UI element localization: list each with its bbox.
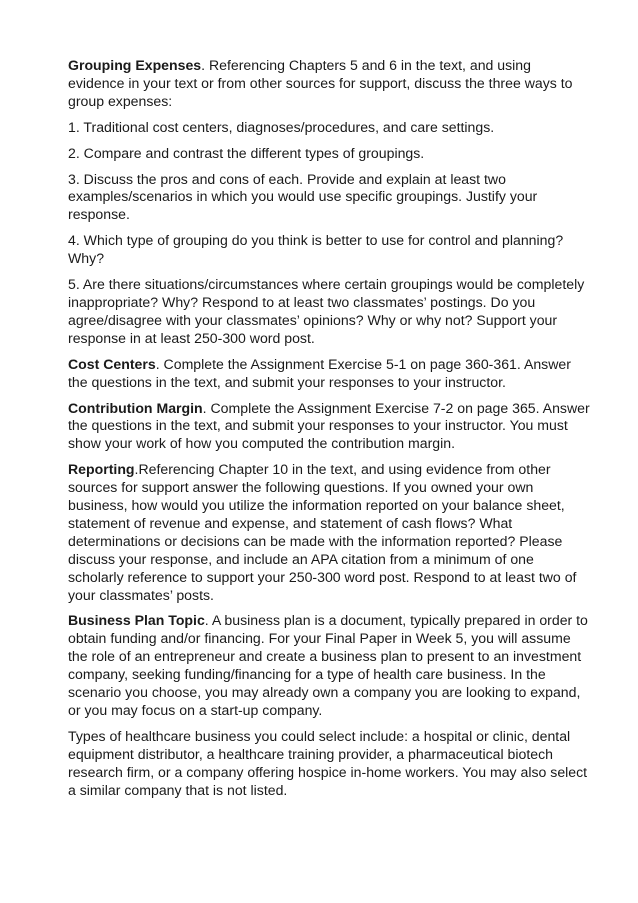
paragraph-heading: Cost Centers [68, 355, 156, 372]
paragraph-item-4 [68, 232, 590, 268]
paragraph-heading: Reporting [68, 461, 135, 478]
paragraph-reporting [68, 461, 590, 604]
paragraph-contribution-margin [68, 400, 590, 454]
paragraph-text: 1. Traditional cost centers, diagnoses/procedures, and care settings. [68, 118, 495, 135]
paragraph-cost-centers [68, 356, 590, 392]
paragraph-heading: Grouping Expenses [68, 57, 202, 73]
paragraph-text: . Complete the Assignment Exercise 5-1 on page 360-361. Answer the questions in the text, and submit your responses to your instructor. [68, 355, 571, 390]
paragraph-text: . Complete the Assignment Exercise 7-2 on page 365. Answer the questions in the text, and submit your responses to your instructor. You must show your work of how you computed the contribution margin. [68, 399, 590, 452]
paragraph-text: .Referencing Chapter 10 in the text, and using evidence from other sources for support answer the following questions. If you owned your own business, how would you utilize the information reported on your balance sheet, statement of revenue and expense, and statement of cash flows? What determinations or decisions can be made with the information reported? Please discuss your response, and include an APA citation from a minimum of one scholarly reference to support your 250-300 word post. Respond to at least two of your classmates’ posts. [68, 461, 577, 603]
paragraph-text: . Referencing Chapters 5 and 6 in the text, and using evidence in your text or from other sources for support, discuss the three ways to group expenses: [68, 57, 573, 109]
paragraph-business-types [68, 728, 590, 800]
paragraph-text: 5. Are there situations/circumstances where certain groupings would be completely inappropriate? Why? Respond to at least two classmates’ postings. Do you agree/disagree with your classmates’ opinions? Why or why not? Support your response in at least 250-300 word post. [68, 276, 585, 346]
paragraph-heading: Contribution Margin [68, 399, 203, 416]
paragraph-text: Types of healthcare business you could select include: a hospital or clinic, dental equipment distributor, a healthcare training provider, a pharmaceutical biotech research firm, or a company offering hospice in-home workers. You may also select a similar company that is not listed. [68, 727, 588, 798]
paragraph-text: 4. Which type of grouping do you think is better to use for control and planning? Why? [68, 232, 564, 267]
paragraph-text: . A business plan is a document, typically prepared in order to obtain funding and/or financing. For your Final Paper in Week 5, you will assume the role of an entrepreneur and create a business plan to present to an investment company, seeking funding/financing for a type of health care business. In the scenario you choose, you may already own a company you are looking to expand, or you may focus on a start-up company. [68, 612, 588, 718]
paragraph-item-5 [68, 276, 590, 348]
paragraph-business-plan-topic [68, 612, 590, 719]
paragraph-item-1 [68, 119, 590, 137]
paragraph-item-3 [68, 171, 590, 225]
paragraph-text: 2. Compare and contrast the different types of groupings. [68, 144, 425, 161]
paragraph-grouping-expenses [68, 57, 590, 111]
document-body [68, 57, 590, 808]
paragraph-text: 3. Discuss the pros and cons of each. Provide and explain at least two examples/scenarios in which you would use specific groupings. Justify your response. [68, 170, 538, 223]
paragraph-item-2 [68, 145, 590, 163]
paragraph-heading: Business Plan Topic [68, 612, 205, 629]
